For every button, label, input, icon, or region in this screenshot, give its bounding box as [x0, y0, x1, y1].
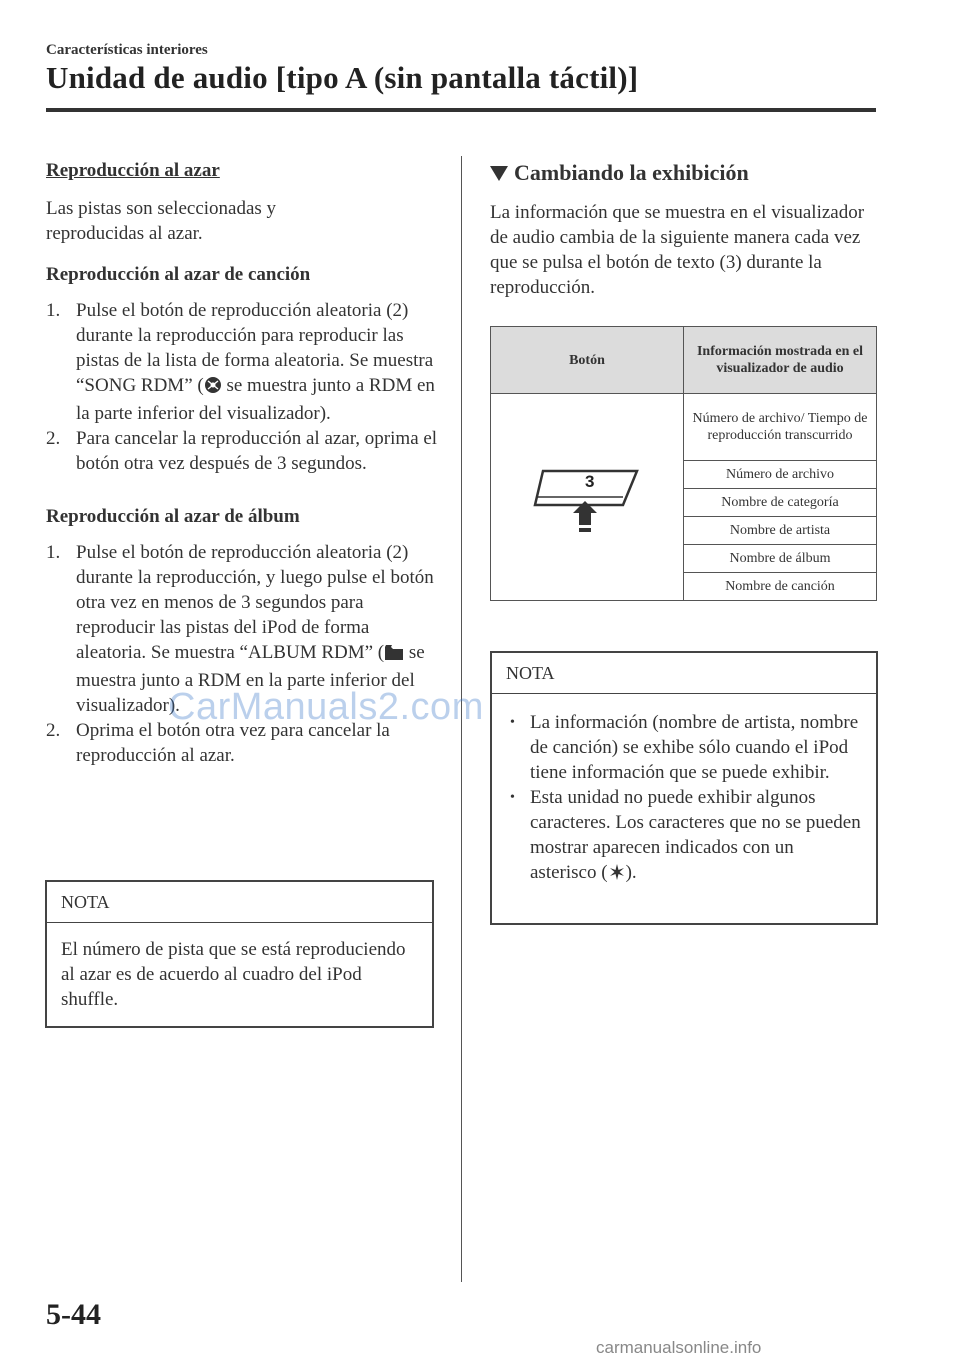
table-header-row [491, 327, 877, 394]
bullet-text: La información (nombre de artista, nombre de canción) se exhibe sólo cuando el iPod tiene información que se puede exhibir. [530, 712, 859, 783]
table-header-button: Botón [491, 327, 684, 394]
step-number: 2. [46, 428, 61, 449]
table-cell: Nombre de álbum [684, 545, 877, 573]
table-row [491, 394, 877, 461]
table-header-info: Información mostrada en el visualizador de audio [684, 327, 877, 394]
shuffle-disc-icon [204, 376, 222, 401]
button-number: 3 [585, 472, 595, 491]
button-illustration-cell [491, 394, 684, 601]
step-text: Oprima el botón otra vez para cancelar la reproducción al azar. [76, 720, 390, 766]
display-change-title: Cambiando la exhibición [514, 160, 749, 185]
left-nota-box [45, 880, 434, 1028]
list-item [506, 710, 862, 785]
triangle-marker-icon [490, 166, 508, 181]
list-item [46, 426, 438, 476]
step-number: 1. [46, 542, 61, 563]
step-text: Para cancelar la reproducción al azar, oprima el botón otra vez después de 3 segundos. [76, 428, 438, 474]
right-column [490, 160, 876, 601]
bullet-text: Esta unidad no puede exhibir algunos caracteres. Los caracteres que no se pueden mostrar aparecen indicados con un asterisco ( [530, 787, 861, 883]
song-random-steps [46, 298, 438, 476]
album-random-steps [46, 540, 438, 768]
display-change-heading [490, 160, 876, 186]
step-text-cont: se muestra junto a RDM en la parte inferior del visualizador). [76, 642, 425, 716]
right-nota-box [490, 651, 878, 925]
left-column [46, 160, 438, 768]
folder-icon [384, 643, 404, 668]
random-play-intro: Las pistas son seleccionadas y reproducidas al azar. [46, 198, 277, 244]
nota-label: NOTA [47, 882, 432, 923]
list-item [506, 785, 862, 888]
page-number: 5-44 [46, 1298, 101, 1331]
step-number: 1. [46, 300, 61, 321]
step-text: Pulse el botón de reproducción aleatoria (2) durante la reproducción, y luego pulse el botón otra vez en menos de 3 segundos para reproducir las pistas del iPod de forma aleatoria. Se muestra “ALBUM RDM” ( [76, 542, 434, 663]
display-info-table [490, 326, 877, 601]
nota-bullet-list [506, 710, 862, 888]
bullet-text-cont: ). [625, 862, 637, 883]
table-cell: Nombre de canción [684, 573, 877, 601]
table-cell: Nombre de categoría [684, 489, 877, 517]
text-button-icon [527, 457, 647, 537]
table-cell: Número de archivo [684, 461, 877, 489]
watermark-text: CarManuals2.com [168, 686, 484, 728]
step-text: Pulse el botón de reproducción aleatoria (2) durante la reproducción para reproducir las pistas de la lista de forma aleatoria. Se muestra “SONG RDM” ( [76, 300, 434, 396]
nota-label: NOTA [492, 653, 876, 694]
asterisk-icon [608, 863, 626, 888]
display-change-intro: La información que se muestra en el visualizador de audio cambia de la siguiente manera cada vez que se pulsa el botón de texto (3) durante la reproducción. [490, 202, 865, 298]
page-title: Unidad de audio [tipo A (sin pantalla táctil)] [46, 60, 639, 95]
title-divider [46, 108, 876, 112]
song-random-heading: Reproducción al azar de canción [46, 264, 311, 285]
random-play-heading: Reproducción al azar [46, 160, 220, 181]
text-button-illustration [527, 457, 647, 537]
table-cell: Nombre de artista [684, 517, 877, 545]
footer-site: carmanualsonline.info [596, 1338, 762, 1357]
nota-body [492, 694, 876, 900]
nota-text: El número de pista que se está reproduciendo al azar es de acuerdo al cuadro del iPod shuffle. [61, 939, 406, 1010]
table-cell: Número de archivo/ Tiempo de reproducción transcurrido [684, 394, 877, 461]
list-item [46, 298, 438, 426]
album-random-heading: Reproducción al azar de álbum [46, 506, 300, 527]
step-text-cont: se muestra junto a RDM en la parte inferior del visualizador). [76, 375, 435, 424]
section-label: Características interiores [46, 42, 208, 58]
step-number: 2. [46, 720, 61, 741]
